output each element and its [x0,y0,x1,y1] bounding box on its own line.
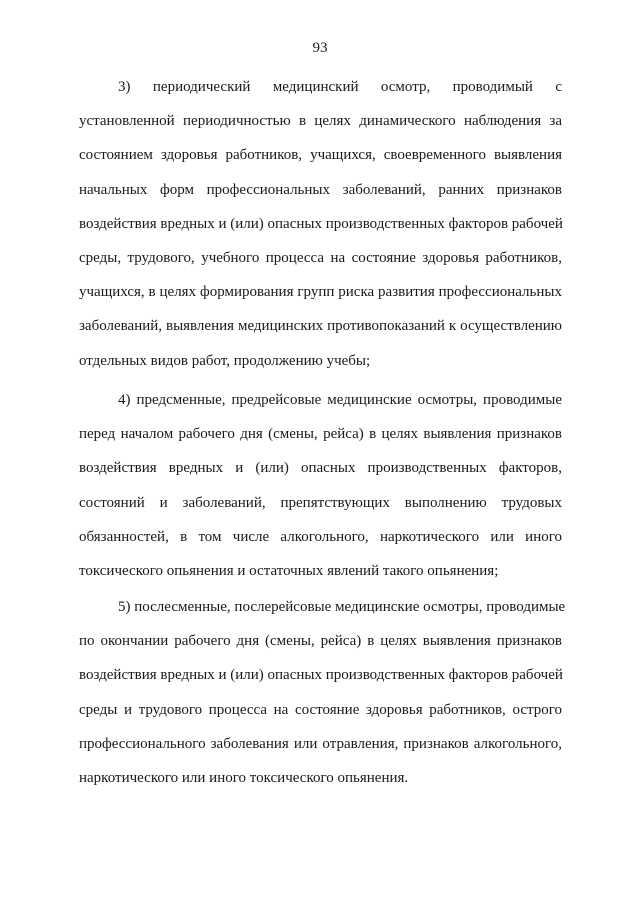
paragraph-line: воздействия вредных и (или) опасных производственных факторов, [79,460,562,477]
paragraph-item-5 [79,590,566,795]
paragraph-item-4 [79,383,562,588]
paragraph-item-3 [79,70,562,378]
paragraph-line: начальных форм профессиональных заболеваний, ранних признаков [79,181,562,198]
paragraph-line: установленной периодичностью в целях динамического наблюдения за [79,113,562,130]
paragraph-line: токсического опьянения и остаточных явлений такого опьянения; [79,562,499,579]
paragraph-line: воздействия вредных и (или) опасных производственных факторов рабочей [79,215,563,232]
paragraph-line: состоянием здоровья работников, учащихся, своевременного выявления [79,147,562,164]
paragraph-line: среды, трудового, учебного процесса на состояние здоровья работников, [79,249,562,266]
paragraph-line: по окончании рабочего дня (смены, рейса) в целях выявления признаков [79,633,562,650]
paragraph-line: наркотического или иного токсического опьянения. [79,769,409,786]
paragraph-line: 4) предсменные, предрейсовые медицинские осмотры, проводимые [118,392,562,408]
paragraph-line: состояний и заболеваний, препятствующих выполнению трудовых [79,494,562,511]
paragraph-line: перед началом рабочего дня (смены, рейса) в целях выявления признаков [79,426,562,443]
paragraph-line: среды и трудового процесса на состояние здоровья работников, острого [79,701,562,718]
paragraph-line: 3) периодический медицинский осмотр, проводимый с [118,79,562,95]
page-number: 93 [312,40,328,56]
paragraph-line: учащихся, в целях формирования групп риска развития профессиональных [79,284,562,301]
paragraph-line: отдельных видов работ, продолжению учебы; [79,352,371,369]
paragraph-line: воздействия вредных и (или) опасных производственных факторов рабочей [79,667,563,684]
paragraph-line: заболеваний, выявления медицинских противопоказаний к осуществлению [79,318,562,335]
paragraph-line: профессионального заболевания или отравления, признаков алкогольного, [79,735,562,752]
paragraph-line: 5) послесменные, послерейсовые медицинские осмотры, проводимые [118,599,566,615]
paragraph-line: обязанностей, в том числе алкогольного, наркотического или иного [79,528,562,545]
